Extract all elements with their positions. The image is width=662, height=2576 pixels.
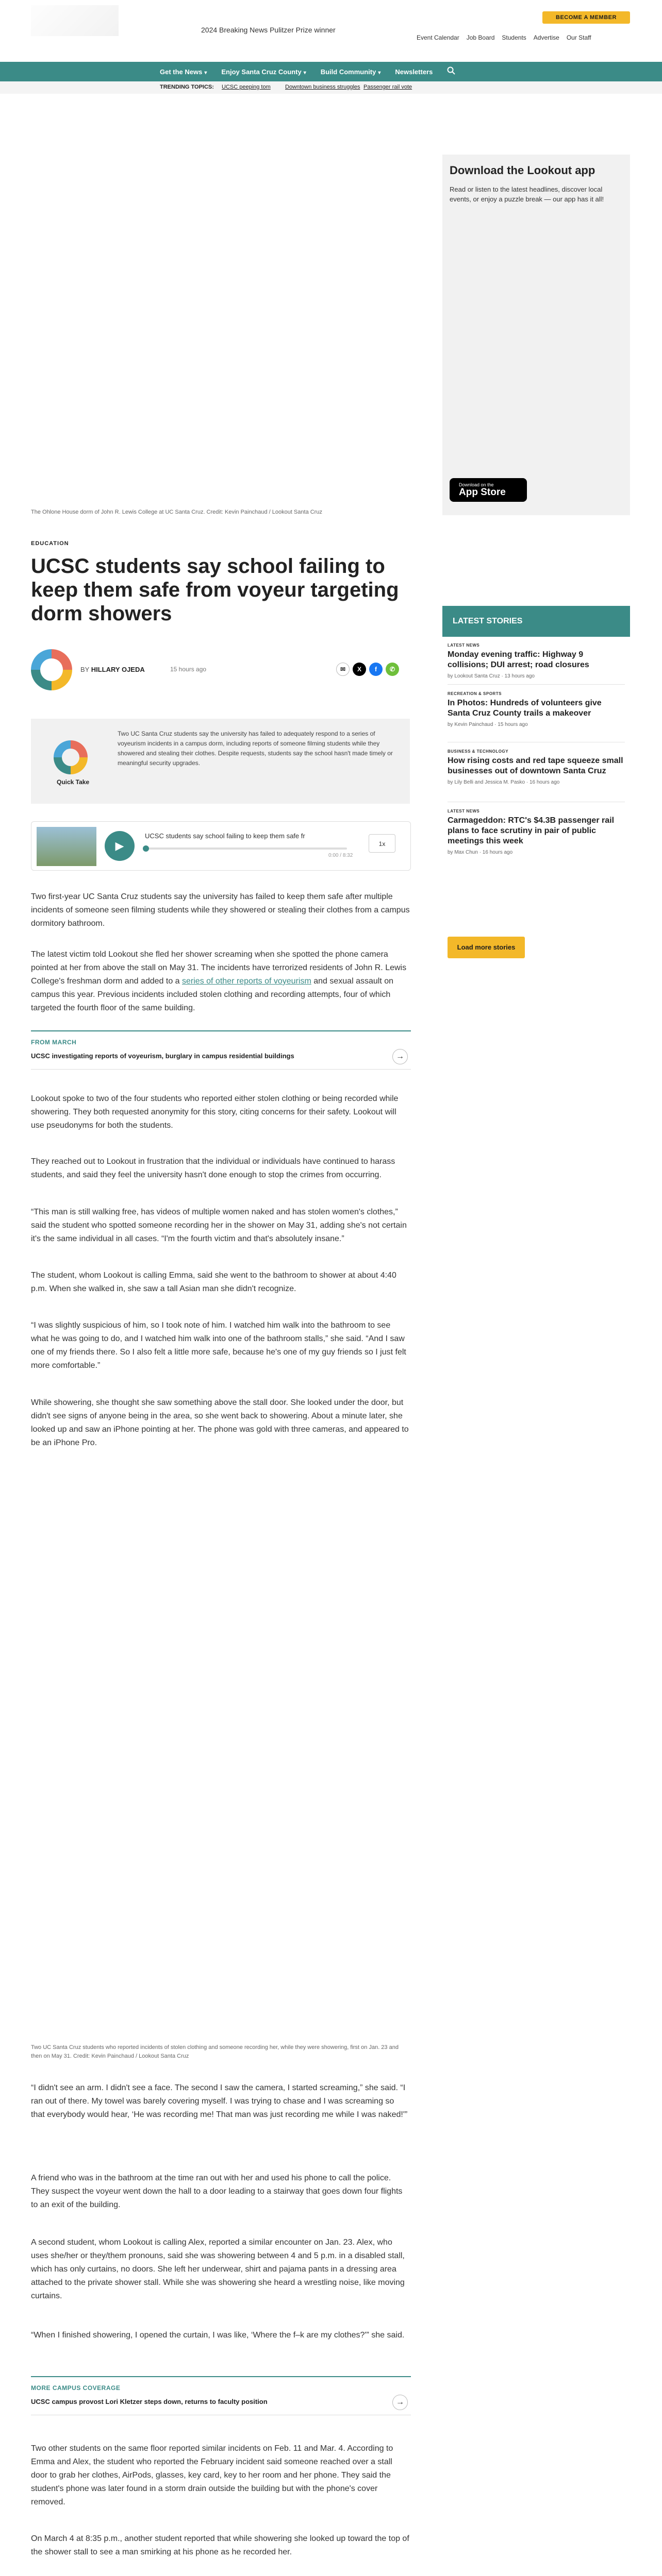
app-promo: [442, 155, 630, 515]
divider: [448, 684, 625, 685]
related-link-card[interactable]: [31, 1030, 411, 1070]
story-meta: by Kevin Painchaud · 15 hours ago: [448, 722, 528, 727]
related-title: UCSC investigating reports of voyeurism, burglary in campus residential buildings: [31, 1052, 294, 1060]
nav-label: Build Community: [320, 67, 376, 76]
pulitzer-note: 2024 Breaking News Pulitzer Prize winner: [201, 26, 336, 34]
trending-link[interactable]: Downtown business struggles: [285, 84, 360, 90]
app-promo-body: Read or listen to the latest headlines, discover local events, or enjoy a puzzle break — our app has it all!: [450, 185, 604, 203]
article-headline: UCSC students say school failing to keep them safe from voyeur targeting dorm showers: [31, 555, 399, 625]
audio-time: 0:00 / 8:32: [328, 853, 353, 858]
audio-scrubber[interactable]: [143, 845, 149, 852]
article-kicker[interactable]: EDUCATION: [31, 540, 69, 547]
article-image: [31, 1844, 411, 2038]
related-link-card[interactable]: [31, 2376, 411, 2415]
story-meta: by Max Chun · 16 hours ago: [448, 850, 513, 855]
story-title[interactable]: Monday evening traffic: Highway 9 collisions; DUI arrest; road closures: [448, 650, 589, 669]
paragraph-text: and sexual assault on campus this year. Previous incidents included stolen clothing and recording attempts, four of which targeted the fourth floor of the same building.: [31, 977, 393, 1012]
article-paragraph: [31, 948, 410, 1015]
trending-link[interactable]: UCSC peeping tom: [222, 84, 271, 90]
story-title[interactable]: Carmageddon: RTC's $4.3B passenger rail plans to face scrutiny in pair of public meetings this week: [448, 816, 615, 845]
nav-get-the-news[interactable]: [160, 68, 207, 76]
related-label: MORE CAMPUS COVERAGE: [31, 2384, 121, 2392]
voyeurism-reports-link[interactable]: series of other reports of voyeurism: [182, 977, 311, 986]
quick-take-text: Two UC Santa Cruz students say the university has failed to adequately respond to a series of voyeurism incidents in a campus dorm, including reports of someone filming students while they showered and stealing their clothes. Despite requests, students say the school hasn't made timely or meaningful security upgrades.: [118, 730, 393, 767]
hero-caption: The Ohlone House dorm of John R. Lewis College at UC Santa Cruz. Credit: Kevin Painchaud / Lookout Santa Cruz: [31, 509, 322, 515]
story-item[interactable]: [448, 691, 625, 727]
byline: [31, 649, 412, 690]
quick-take: [31, 719, 410, 804]
audio-player: [31, 821, 411, 871]
audio-title: UCSC students say school failing to keep them safe fr: [145, 832, 305, 840]
related-label: FROM MARCH: [31, 1039, 77, 1046]
story-category: LATEST NEWS: [448, 643, 480, 648]
paragraph-text: The latest victim told Lookout she fled her shower screaming when she spotted the phone camera pointed at her from above the stall on May 31. The incidents have terrorized residents of John R. Lewis College's freshman dorm and added to a: [31, 950, 407, 986]
story-title[interactable]: How rising costs and red tape squeeze small businesses out of downtown Santa Cruz: [448, 756, 623, 775]
audio-elapsed: 0:00: [328, 853, 339, 858]
top-link-advertise[interactable]: Advertise: [533, 34, 559, 41]
play-icon[interactable]: ▶: [105, 831, 135, 861]
article-paragraph: “I was slightly suspicious of him, so I took note of him. I watched him walk into the bathroom to see what he was going to do, and I watched him walk into one of the bathroom stalls,” she said. “And I saw one of my friends there. So I also felt a little more safe, because he's one of my guy friends so I just felt more comfortable.”: [31, 1321, 406, 1370]
story-category: BUSINESS & TECHNOLOGY: [448, 749, 509, 754]
top-link-students[interactable]: Students: [502, 34, 526, 41]
speed-button[interactable]: 1x: [369, 834, 395, 853]
search-icon[interactable]: [447, 66, 455, 77]
app-store-button[interactable]: [450, 478, 527, 502]
nav-label: Enjoy Santa Cruz County: [221, 67, 302, 76]
chevron-down-icon: ▾: [378, 70, 381, 76]
article-paragraph: On March 4 at 8:35 p.m., another student reported that while showering she looked up toward the top of the shower stall to see a man smirking at his phone as he recorded her.: [31, 2534, 409, 2556]
article-paragraph: Two other students on the same floor reported similar incidents on Feb. 11 and Mar. 4. According to Emma and Alex, the student who reported the February incident said someone reached over a stall door to grab her clothes, AirPods, glasses, key card, key to her room and her phone. They said the student's phone was later found in a storm drain outside the building but with the phone's cover removed.: [31, 2444, 393, 2506]
app-store-big: App Store: [459, 487, 506, 498]
nav-label: Get the News: [160, 67, 203, 76]
sms-icon[interactable]: ✆: [386, 663, 399, 676]
chevron-down-icon: ▾: [303, 70, 306, 76]
article-image-caption: Two UC Santa Cruz students who reported incidents of stolen clothing and someone recording her, while they were showering, first on Jan. 23 and then on May 31. Credit: Kevin Painchaud / Lookout Santa Cruz: [31, 2044, 399, 2059]
story-category: LATEST NEWS: [448, 809, 480, 814]
article-paragraph: “I didn't see an arm. I didn't see a face. The second I saw the camera, I started screaming,” she said. “I ran out of there. My towel was barely covering myself. I was trying to chase and I was screaming so that everybody would hear, ‘He was recording me! That man was just recording me while I was naked!'”: [31, 2083, 408, 2119]
author-name[interactable]: HILLARY OJEDA: [91, 666, 145, 673]
related-title: UCSC campus provost Lori Kletzer steps down, returns to faculty position: [31, 2398, 268, 2405]
load-more-button[interactable]: Load more stories: [448, 937, 525, 958]
audio-total: 8:32: [342, 853, 353, 858]
email-icon[interactable]: ✉: [336, 663, 350, 676]
arrow-right-icon[interactable]: →: [392, 2395, 408, 2410]
trending-bar: [0, 81, 662, 94]
main-nav: [0, 62, 662, 81]
top-link-job-board[interactable]: Job Board: [466, 34, 495, 41]
become-member-button[interactable]: BECOME A MEMBER: [542, 11, 630, 24]
quick-take-label: Quick Take: [57, 778, 90, 786]
trending-link[interactable]: Passenger rail vote: [363, 84, 412, 90]
nav-build-community[interactable]: [321, 68, 381, 76]
article-paragraph: A friend who was in the bathroom at the time ran out with her and used his phone to call the police. They suspect the voyeur went down the hall to a door leading to a stairway that goes down four flights to an exit of the building.: [31, 2174, 403, 2209]
nav-label: Newsletters: [395, 67, 433, 76]
nav-enjoy-santa-cruz[interactable]: [221, 68, 306, 76]
nav-newsletters[interactable]: [395, 68, 433, 76]
author-avatar: [31, 649, 72, 690]
article-paragraph: While showering, she thought she saw something above the stall door. She looked under the door, but didn't see signs of anyone being in the area, so she went back to showering. About a minute later, she looked up and saw an iPhone pointing at her. The phone was gold with three cameras, and appeared to be an iPhone Pro.: [31, 1398, 409, 1447]
by-prefix: BY: [80, 666, 90, 673]
app-store-small: Download on the: [459, 482, 494, 487]
story-title[interactable]: In Photos: Hundreds of volunteers give Santa Cruz County trails a makeover: [448, 699, 602, 718]
facebook-icon[interactable]: f: [369, 663, 383, 676]
latest-heading: LATEST STORIES: [442, 606, 630, 637]
arrow-right-icon[interactable]: →: [392, 1049, 408, 1064]
hero-image: [31, 108, 411, 505]
story-category: RECREATION & SPORTS: [448, 691, 502, 696]
top-links: [417, 34, 591, 41]
article-paragraph: They reached out to Lookout in frustration that the individual or individuals have continued to harass students, and said they feel the university hasn't done enough to stop the crimes from occurring.: [31, 1157, 395, 1179]
audio-thumbnail: [37, 827, 96, 866]
story-item[interactable]: [448, 809, 625, 855]
quick-take-icon: [54, 740, 88, 774]
article-paragraph: “When I finished showering, I opened the curtain, I was like, ‘Where the f–k are my clothes?'” she said.: [31, 2331, 405, 2340]
story-meta: by Lookout Santa Cruz · 13 hours ago: [448, 673, 535, 679]
published-ago: 15 hours ago: [170, 666, 207, 673]
byline-text: [80, 666, 145, 673]
audio-progress[interactable]: [145, 848, 347, 850]
app-promo-title: Download the Lookout app: [450, 164, 595, 177]
trending-label: TRENDING TOPICS:: [160, 84, 214, 90]
article-paragraph: Two first-year UC Santa Cruz students say the university has failed to keep them safe after multiple incidents of someone seen filming students while they showered or stealing their clothes from a campus dormitory bathroom.: [31, 892, 410, 928]
top-bar: [0, 0, 662, 62]
story-item[interactable]: [448, 749, 625, 785]
x-icon[interactable]: X: [353, 663, 366, 676]
article-paragraph: “This man is still walking free, has videos of multiple women naked and has stolen women's clothes,” said the student who spotted someone recording her in the shower on May 31, adding she's not certain it's the same individual in all cases. “I'm the fourth victim and that's absolutely insane.”: [31, 1208, 407, 1243]
article-paragraph: A second student, whom Lookout is calling Alex, reported a similar encounter on Jan. 23. Alex, who uses she/her or they/them pronouns, said she was showering between 4 and 5 p.m. in a disabled stall, which has only curtains, no doors. She left her underwear, shirt and pajama pants in a dressing area attached to the private shower stall. While she was showering she heard a wrestling noise, like moving curtains.: [31, 2238, 405, 2300]
site-logo[interactable]: [31, 5, 119, 36]
top-link-our-staff[interactable]: Our Staff: [566, 34, 591, 41]
story-meta: by Lily Belli and Jessica M. Pasko · 16 hours ago: [448, 779, 560, 785]
article-paragraph: The student, whom Lookout is calling Emma, said she went to the bathroom to shower at about 4:40 p.m. When she walked in, she saw a tall Asian man she didn't recognize.: [31, 1271, 396, 1293]
latest-stories: [442, 606, 630, 930]
story-item[interactable]: [448, 643, 625, 679]
article-paragraph: Lookout spoke to two of the four students who reported either stolen clothing or being recorded while showering. They both requested anonymity for this story, citing concerns for their safety. Lookout will use pseudonyms for both the students.: [31, 1094, 399, 1130]
top-link-event-calendar[interactable]: Event Calendar: [417, 34, 459, 41]
chevron-down-icon: ▾: [204, 70, 207, 76]
